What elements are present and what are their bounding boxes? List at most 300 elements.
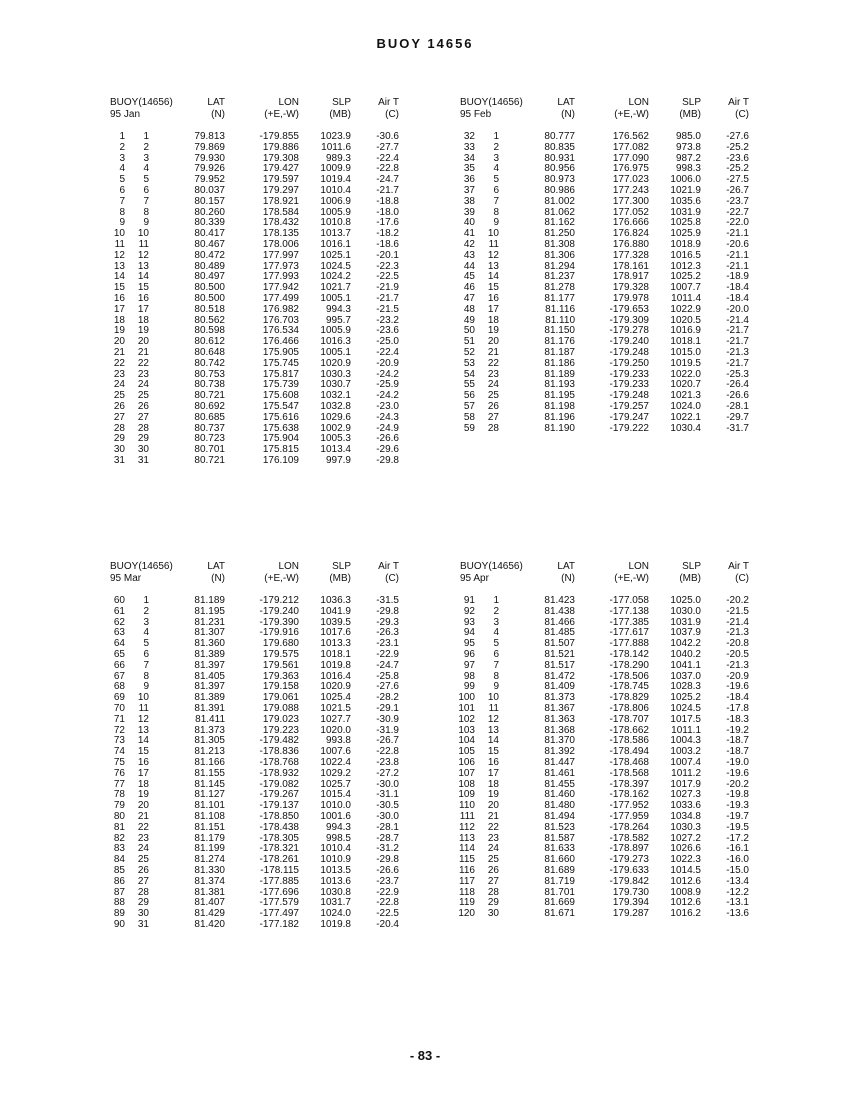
lat-value: 81.397 [194,681,225,693]
air-t-value: -21.1 [726,228,749,240]
lat-value: 81.002 [544,195,575,207]
air-t-value: -20.2 [726,778,749,790]
day: 13 [487,724,499,736]
table-row [453,823,798,834]
lat-value: 81.363 [544,713,575,725]
day: 28 [137,422,149,434]
table-row [103,305,448,316]
header-lat: LAT [557,561,575,572]
slp-value: 1016.9 [670,325,701,337]
day: 2 [493,141,499,153]
slp-value: 1035.6 [670,195,701,207]
record-number: 28 [113,422,125,434]
lat-value: 81.177 [544,292,575,304]
lon-value: -178.494 [609,746,649,758]
lat-value: 81.189 [544,368,575,380]
day: 11 [138,702,149,714]
record-number: 21 [113,346,125,358]
air-t-value: -18.7 [726,735,749,747]
day: 12 [487,249,499,261]
table-header [103,560,448,596]
header-buoy-id: BUOY(14656) [460,97,523,108]
day: 3 [143,152,149,164]
lat-value: 80.648 [194,346,225,358]
lon-value: -177.885 [259,875,299,887]
day: 29 [137,897,149,909]
lon-value: 177.082 [612,141,649,153]
slp-value: 1001.6 [320,810,351,822]
air-t-value: -21.3 [726,659,749,671]
table-block-mar [103,560,448,931]
lon-value: 177.997 [262,249,299,261]
lat-value: 81.127 [194,789,225,801]
lat-value: 81.179 [194,832,225,844]
slp-value: 1018.1 [670,336,701,348]
day: 21 [487,810,499,822]
lat-value: 81.671 [544,908,575,920]
air-t-value: -20.0 [726,303,749,315]
lat-value: 80.931 [544,152,575,164]
lon-value: 178.006 [262,238,299,250]
day: 3 [143,616,149,628]
day: 30 [137,908,149,920]
lon-value: -179.212 [259,595,299,606]
header-lon: LON [628,97,649,108]
record-number: 79 [113,800,125,812]
record-number: 72 [113,724,125,736]
lon-value: 175.547 [262,400,299,412]
day: 18 [137,314,149,326]
day: 18 [137,778,149,790]
lon-value: 178.432 [262,217,299,229]
header-slp: SLP [682,561,701,572]
day: 23 [487,832,499,844]
air-t-value: -23.7 [376,875,399,887]
slp-value: 1005.1 [320,292,351,304]
record-number: 44 [463,260,475,272]
air-t-value: -19.0 [726,756,749,768]
day: 17 [137,767,149,779]
air-t-value: -29.8 [376,454,399,466]
air-t-value: -18.4 [726,292,749,304]
lon-value: 178.161 [612,260,649,272]
record-number: 88 [113,897,125,909]
slp-value: 1016.5 [670,249,701,261]
header-lat-unit: (N) [211,573,225,584]
lat-value: 81.101 [194,800,225,812]
lat-value: 81.305 [194,735,225,747]
record-number: 114 [459,843,475,855]
lon-value: 176.982 [262,303,299,315]
lon-value: -178.264 [609,821,649,833]
lon-value: -177.182 [259,918,299,930]
lon-value: 178.921 [262,195,299,207]
lat-value: 81.397 [194,659,225,671]
lon-value: -179.248 [609,390,649,402]
lat-value: 81.307 [194,627,225,639]
slp-value: 1006.9 [320,195,351,207]
slp-value: 1013.4 [320,444,351,456]
record-number: 20 [113,336,125,348]
slp-value: 1029.6 [320,411,351,423]
lat-value: 80.417 [194,228,225,240]
air-t-value: -31.5 [376,595,399,606]
lon-value: -177.696 [259,886,299,898]
lon-value: -177.617 [609,627,649,639]
table-row [453,661,798,672]
slp-value: 1031.7 [320,897,351,909]
record-number: 87 [113,886,125,898]
lat-value: 81.186 [544,357,575,369]
slp-value: 1020.7 [670,379,701,391]
day: 28 [487,886,499,898]
day: 24 [487,843,499,855]
air-t-value: -24.2 [376,368,399,380]
day: 3 [493,616,499,628]
slp-value: 993.8 [325,735,351,747]
lon-value: -177.888 [609,638,649,650]
lon-value: -178.506 [609,670,649,682]
lat-value: 81.701 [544,886,575,898]
day: 7 [143,659,149,671]
lat-value: 80.777 [544,131,575,142]
lon-value: -178.745 [609,681,649,693]
air-t-value: -30.5 [376,800,399,812]
slp-value: 1034.8 [670,810,701,822]
record-number: 111 [459,810,475,822]
lat-value: 81.110 [545,314,575,326]
day: 26 [487,400,499,412]
slp-value: 1024.0 [670,400,701,412]
day: 14 [137,735,149,747]
air-t-value: -25.3 [726,368,749,380]
slp-value: 1002.9 [320,422,351,434]
day: 17 [137,303,149,315]
table-header [453,560,798,596]
slp-value: 994.3 [325,821,351,833]
air-t-value: -18.9 [726,271,749,283]
lon-value: 177.243 [612,184,649,196]
record-number: 25 [113,390,125,402]
day: 15 [137,282,149,294]
slp-value: 1027.3 [670,789,701,801]
lat-value: 81.176 [544,336,575,348]
lon-value: -177.959 [609,810,649,822]
lon-value: -179.247 [609,411,649,423]
lon-value: 178.135 [262,228,299,240]
lon-value: -177.058 [609,595,649,606]
lat-value: 80.737 [194,422,225,434]
slp-value: 998.3 [675,163,701,175]
lat-value: 81.523 [544,821,575,833]
lat-value: 81.405 [194,670,225,682]
slp-value: 998.5 [325,832,351,844]
slp-value: 1007.7 [670,282,701,294]
record-number: 52 [463,346,475,358]
lon-value: 177.942 [262,282,299,294]
air-t-value: -21.7 [726,357,749,369]
table-row [103,877,448,888]
record-number: 80 [113,810,125,822]
lon-value: 177.328 [612,249,649,261]
slp-value: 1017.5 [670,713,701,725]
record-number: 63 [113,627,125,639]
lat-value: 80.721 [194,454,225,466]
lon-value: -178.850 [259,810,299,822]
lon-value: 176.824 [612,228,649,240]
header-month: 95 Feb [460,109,492,120]
record-number: 70 [113,702,125,714]
header-lon-unit: (+E,-W) [264,109,299,120]
slp-value: 1009.9 [320,163,351,175]
lat-value: 80.685 [194,411,225,423]
day: 6 [143,648,149,660]
header-buoy-id: BUOY(14656) [460,561,523,572]
lat-value: 80.467 [194,238,225,250]
lon-value: -179.482 [259,735,299,747]
record-number: 59 [463,422,475,434]
record-number: 109 [458,789,475,801]
lon-value: -179.916 [259,627,299,639]
air-t-value: -23.8 [376,756,399,768]
record-number: 73 [113,735,125,747]
table-row [453,305,798,316]
lat-value: 81.420 [194,918,225,930]
day: 6 [493,648,499,660]
day: 21 [137,346,149,358]
slp-value: 1018.1 [320,648,351,660]
slp-value: 1010.9 [320,854,351,866]
air-t-value: -20.4 [376,918,399,930]
lat-value: 80.260 [194,206,225,218]
air-t-value: -31.7 [726,422,749,434]
record-number: 56 [463,390,475,402]
record-number: 53 [463,357,475,369]
record-number: 50 [463,325,475,337]
lat-value: 81.438 [544,605,575,617]
air-t-value: -20.5 [726,648,749,660]
slp-value: 1030.3 [320,368,351,380]
header-lon-unit: (+E,-W) [264,573,299,584]
lat-value: 81.517 [544,659,575,671]
record-number: 71 [113,713,125,725]
record-number: 2 [119,141,125,153]
day: 15 [487,282,499,294]
slp-value: 1025.2 [670,692,701,704]
lat-value: 81.409 [544,681,575,693]
header-slp-unit: (MB) [329,109,351,120]
air-t-value: -28.7 [376,832,399,844]
lat-value: 81.193 [544,379,575,391]
record-number: 40 [463,217,475,229]
day: 13 [137,724,149,736]
record-number: 34 [463,152,475,164]
record-number: 98 [463,670,475,682]
table-header [103,96,448,132]
lon-value: 177.499 [262,292,299,304]
record-number: 115 [459,854,475,866]
record-number: 27 [113,411,125,423]
record-number: 76 [113,767,125,779]
lat-value: 80.701 [194,444,225,456]
day: 29 [487,897,499,909]
lat-value: 81.370 [544,735,575,747]
record-number: 11 [114,238,125,250]
record-number: 39 [463,206,475,218]
day: 28 [487,422,499,434]
air-t-value: -28.1 [726,400,749,412]
day: 3 [493,152,499,164]
slp-value: 1021.7 [320,282,351,294]
air-t-value: -21.9 [376,282,399,294]
slp-value: 1022.4 [320,756,351,768]
day: 14 [137,271,149,283]
slp-value: 1023.9 [320,131,351,142]
air-t-value: -16.1 [726,843,749,855]
slp-value: 1030.3 [670,821,701,833]
record-number: 35 [463,163,475,175]
slp-value: 1040.2 [670,648,701,660]
air-t-value: -12.2 [726,886,749,898]
record-number: 43 [463,249,475,261]
lat-value: 81.507 [544,638,575,650]
table-header [453,96,798,132]
day: 7 [493,659,499,671]
table-row [453,197,798,208]
slp-value: 1016.2 [670,908,701,920]
day: 9 [143,681,149,693]
lat-value: 81.368 [544,724,575,736]
table-row [103,413,448,424]
record-number: 107 [458,767,475,779]
air-t-value: -13.6 [726,908,749,920]
lon-value: -178.806 [609,702,649,714]
day: 19 [137,789,149,801]
lon-value: 179.287 [612,908,649,920]
air-t-value: -24.7 [376,174,399,186]
record-number: 16 [113,292,125,304]
record-number: 104 [458,735,475,747]
air-t-value: -21.5 [376,303,399,315]
lat-value: 81.274 [194,854,225,866]
lon-value: -178.568 [609,767,649,779]
header-air-t-unit: (C) [735,573,749,584]
record-number: 55 [463,379,475,391]
record-number: 29 [113,433,125,445]
slp-value: 1015.0 [670,346,701,358]
day: 11 [488,238,499,250]
lat-value: 80.157 [194,195,225,207]
slp-value: 1005.1 [320,346,351,358]
record-number: 105 [458,746,475,758]
lat-value: 81.461 [544,767,575,779]
air-t-value: -30.0 [376,810,399,822]
lat-value: 81.374 [194,875,225,887]
record-number: 120 [458,908,475,920]
air-t-value: -25.0 [376,336,399,348]
slp-value: 1012.3 [670,260,701,272]
day: 12 [487,713,499,725]
air-t-value: -25.8 [376,670,399,682]
air-t-value: -22.8 [376,746,399,758]
table-row [103,143,448,154]
record-number: 3 [119,152,125,164]
lon-value: 179.427 [262,163,299,175]
slp-value: 1025.1 [320,249,351,261]
lon-value: 179.978 [612,292,649,304]
lat-value: 80.500 [194,282,225,294]
slp-value: 985.0 [675,131,701,142]
day: 21 [487,346,499,358]
lon-value: -178.897 [609,843,649,855]
slp-value: 1024.0 [320,908,351,920]
lon-value: 179.575 [262,648,299,660]
slp-value: 1004.3 [670,735,701,747]
lon-value: -178.261 [259,854,299,866]
air-t-value: -31.9 [376,724,399,736]
day: 15 [487,746,499,758]
record-number: 117 [459,875,475,887]
lon-value: -178.932 [259,767,299,779]
air-t-value: -22.8 [376,897,399,909]
slp-value: 1016.3 [320,336,351,348]
lon-value: 176.975 [612,163,649,175]
table-row [453,424,798,435]
slp-value: 1030.7 [320,379,351,391]
record-number: 12 [113,249,125,261]
air-t-value: -13.1 [726,897,749,909]
lon-value: -179.842 [609,875,649,887]
lon-value: -179.653 [609,303,649,315]
record-number: 112 [459,821,475,833]
air-t-value: -30.6 [376,131,399,142]
lon-value: 179.023 [262,713,299,725]
air-t-value: -23.0 [376,400,399,412]
slp-value: 1042.2 [670,638,701,650]
record-number: 75 [113,756,125,768]
record-number: 69 [113,692,125,704]
record-number: 82 [113,832,125,844]
slp-value: 1037.9 [670,627,701,639]
lat-value: 80.692 [194,400,225,412]
air-t-value: -26.7 [726,184,749,196]
record-number: 100 [458,692,475,704]
air-t-value: -18.6 [376,238,399,250]
header-air-t-unit: (C) [385,573,399,584]
lat-value: 81.198 [544,400,575,412]
table-row [103,661,448,672]
day: 24 [137,843,149,855]
record-number: 62 [113,616,125,628]
lon-value: 175.817 [262,368,299,380]
slp-value: 1006.0 [670,174,701,186]
air-t-value: -19.6 [726,681,749,693]
record-number: 84 [113,854,125,866]
lon-value: 178.584 [262,206,299,218]
air-t-value: -25.2 [726,163,749,175]
table-row [103,769,448,780]
slp-value: 995.7 [325,314,351,326]
record-number: 23 [113,368,125,380]
slp-value: 1022.3 [670,854,701,866]
record-number: 51 [463,336,475,348]
record-number: 9 [119,217,125,229]
lon-value: 179.297 [262,184,299,196]
air-t-value: -22.4 [376,152,399,164]
air-t-value: -16.0 [726,854,749,866]
air-t-value: -21.3 [726,627,749,639]
day: 1 [143,131,149,142]
